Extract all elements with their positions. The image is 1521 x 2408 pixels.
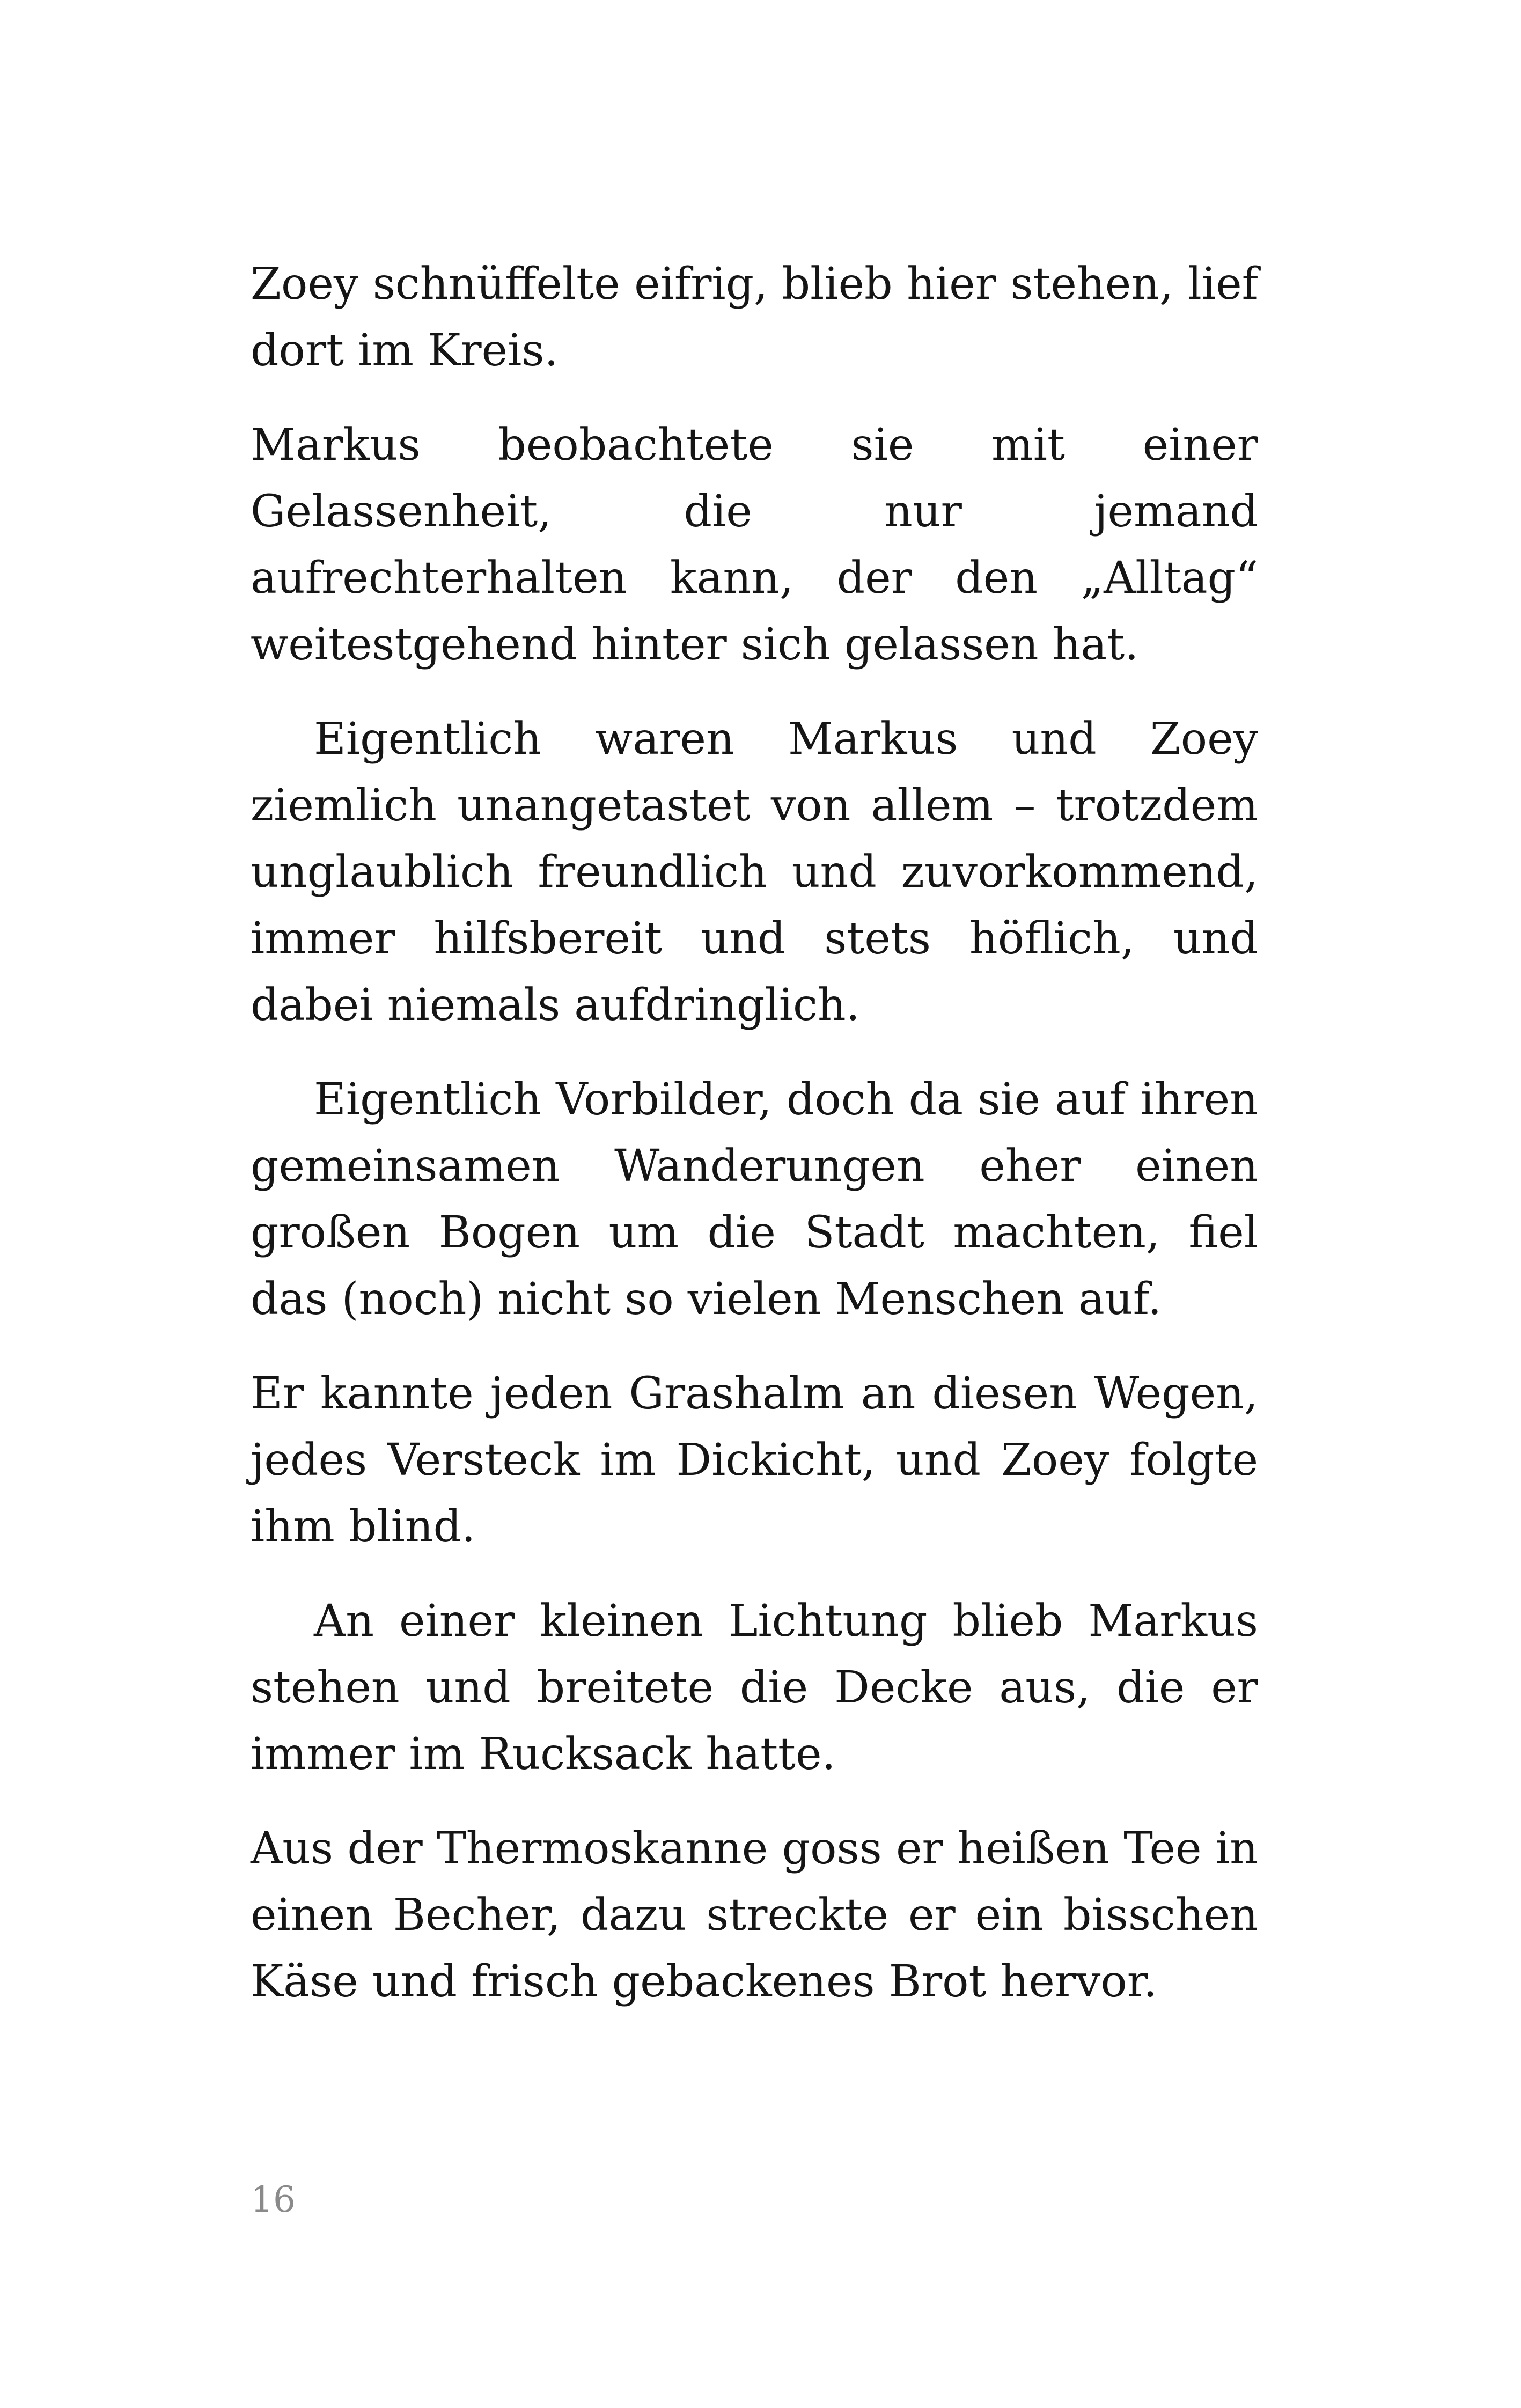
paragraph-5: Er kannte jeden Grashalm an diesen Wegen, jedes Versteck im Dickicht, und Zoey folgte ihm blind. xyxy=(251,1368,1258,1552)
paragraph-6: An einer kleinen Lichtung blieb Markus stehen und breitete die Decke aus, die er immer im Rucksack hatte. xyxy=(251,1596,1258,1780)
paragraph-2: Markus beobachtete sie mit einer Gelassenheit, die nur jemand aufrechterhalten kann, der den „Alltag“ weitestgehend hinter sich gelassen hat. xyxy=(251,420,1258,670)
page-number: 16 xyxy=(251,2179,296,2220)
paragraph-3: Eigentlich waren Markus und Zoey ziemlich unangetastet von allem – trotzdem unglaublich freundlich und zuvorkommend, immer hilfsbereit und stets höflich, und dabei niemals aufdringlich. xyxy=(251,714,1258,1031)
paragraph-1: Zoey schnüffelte eifrig, blieb hier stehen, lief dort im Kreis. xyxy=(251,259,1258,376)
paragraph-7: Aus der Thermoskanne goss er heißen Tee in einen Becher, dazu streckte er ein bisschen Käse und frisch gebackenes Brot hervor. xyxy=(251,1823,1258,2007)
body-text xyxy=(251,251,1258,2043)
paragraph-4: Eigentlich Vorbilder, doch da sie auf ihren gemeinsamen Wanderungen eher einen großen Bogen um die Stadt machten, fiel das (noch) nicht so vielen Menschen auf. xyxy=(251,1074,1258,1325)
